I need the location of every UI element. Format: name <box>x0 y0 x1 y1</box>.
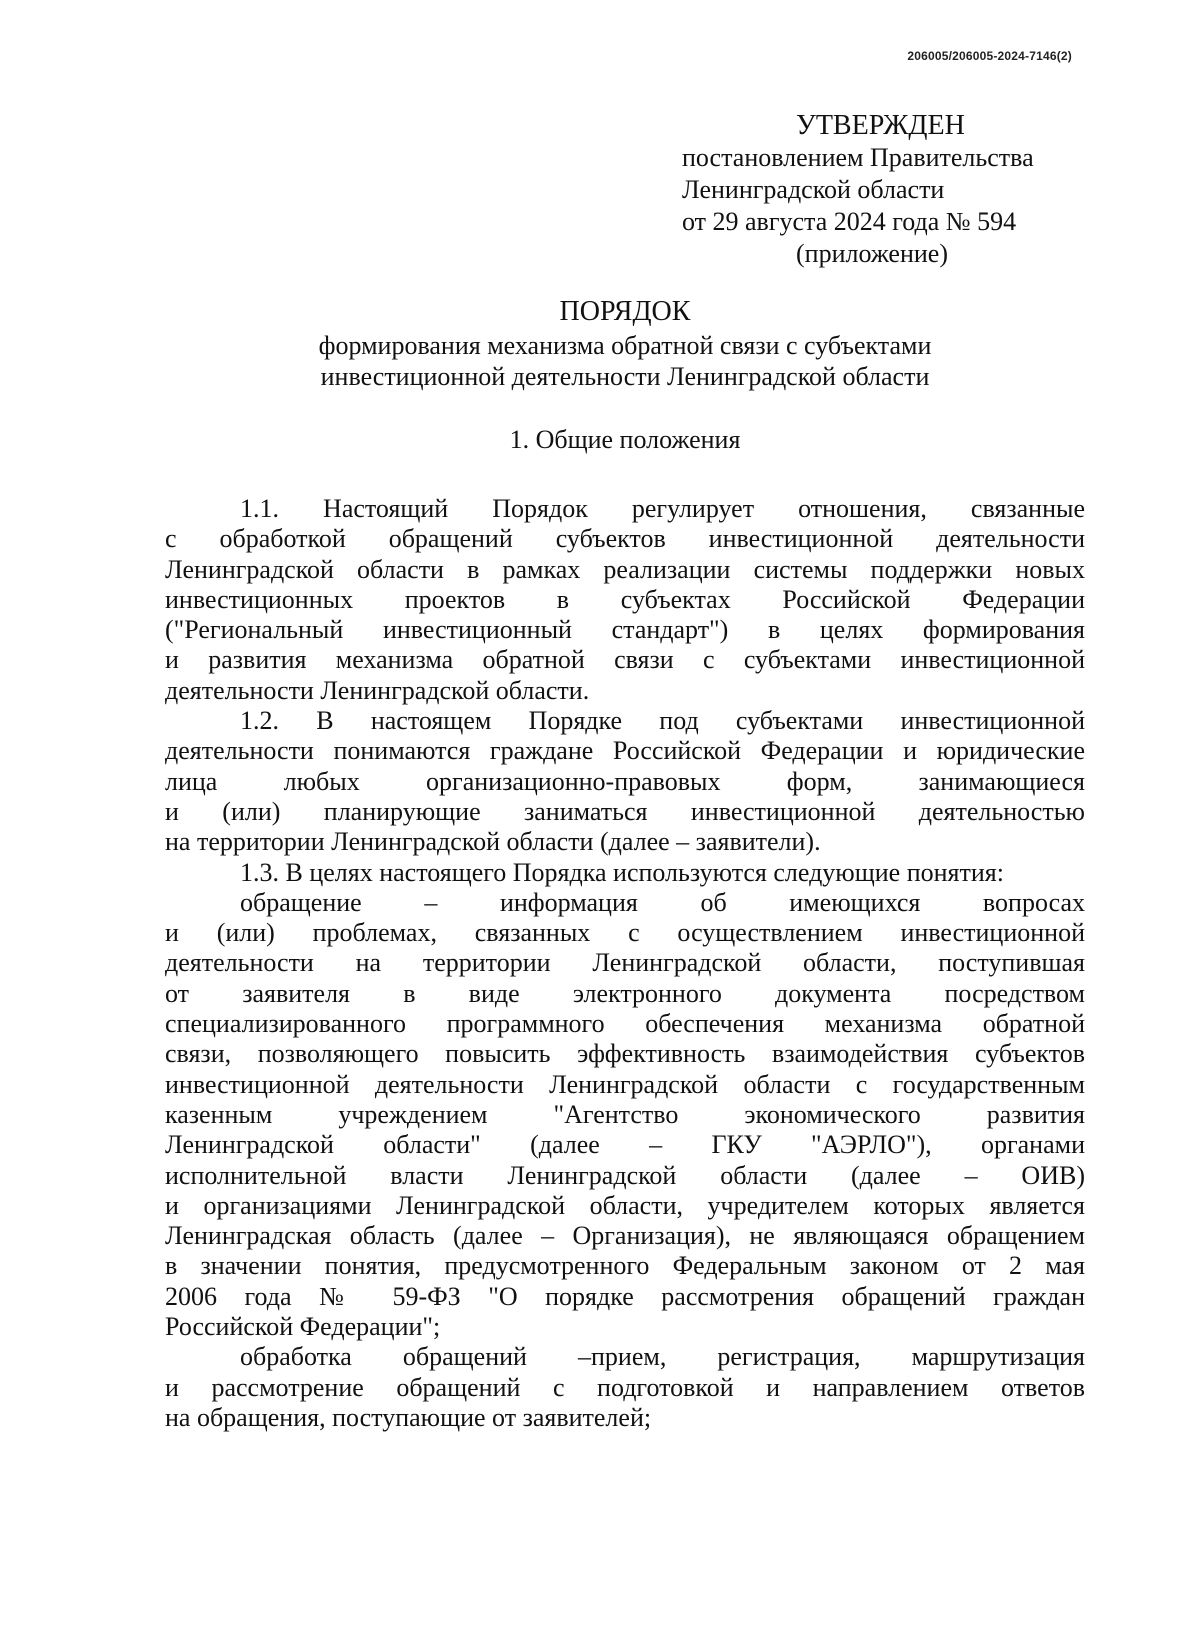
paragraph-1-1 <box>165 494 1085 706</box>
document-body <box>165 494 1085 1433</box>
text-line: и (или) проблемах, связанных с осуществлением инвестиционной <box>165 918 1085 948</box>
text-line: ("Региональный инвестиционный стандарт") в целях формирования <box>165 615 1085 645</box>
paragraph-appeal-definition <box>165 888 1085 1342</box>
text-line: от заявителя в виде электронного документа посредством <box>165 978 1085 1008</box>
text-line: 1.1. Настоящий Порядок регулирует отношения, связанные <box>240 494 1085 523</box>
text-line: Ленинградской области" (далее – ГКУ "АЭРЛО"), органами <box>165 1130 1085 1160</box>
approval-stamp-block <box>682 110 1102 270</box>
registration-number: 206005/206005-2024-7146(2) <box>907 49 1072 63</box>
text-line: исполнительной власти Ленинградской области (далее – ОИВ) <box>165 1160 1085 1190</box>
text-line: на обращения, поступающие от заявителей; <box>165 1402 652 1432</box>
text-line: 1.2. В настоящем Порядке под субъектами инвестиционной <box>240 706 1085 736</box>
approval-line-1: постановлением Правительства <box>682 143 1034 172</box>
paragraph-processing-definition <box>165 1342 1085 1433</box>
section-heading: 1. Общие положения <box>509 425 741 454</box>
text-line: обращение – информация об имеющихся вопросах <box>240 887 1085 917</box>
text-line: с обработкой обращений субъектов инвестиционной деятельности <box>165 524 1085 554</box>
document-subtitle-line-1: формирования механизма обратной связи с субъектами <box>318 331 932 360</box>
text-line: Ленинградской области в рамках реализации системы поддержки новых <box>165 554 1085 584</box>
document-heading <box>160 296 1090 392</box>
text-line: на территории Ленинградской области (далее – заявители). <box>165 827 821 857</box>
text-line: казенным учреждением "Агентство экономического развития <box>165 1099 1085 1129</box>
text-line: деятельности Ленинградской области. <box>165 675 590 705</box>
paragraph-1-2 <box>165 706 1085 857</box>
paragraph-1-3 <box>165 858 1085 888</box>
text-line: и (или) планирующие заниматься инвестиционной деятельностью <box>165 796 1085 826</box>
approval-line-3: от 29 августа 2024 года № 594 <box>682 207 1017 236</box>
text-line: Ленинградская область (далее – Организация), не являющаяся обращением <box>165 1221 1085 1251</box>
text-line: и развития механизма обратной связи с субъектами инвестиционной <box>165 645 1085 675</box>
approval-line-2: Ленинградской области <box>682 175 945 204</box>
text-line: и организациями Ленинградской области, учредителем которых является <box>165 1190 1085 1220</box>
text-line: инвестиционной деятельности Ленинградской области с государственным <box>165 1069 1085 1099</box>
text-line: и рассмотрение обращений с подготовкой и направлением ответов <box>165 1372 1085 1402</box>
text-line: деятельности понимаются граждане Российской Федерации и юридические <box>165 736 1085 766</box>
text-line: обработка обращений –прием, регистрация, маршрутизация <box>240 1342 1085 1372</box>
text-line: связи, позволяющего повысить эффективность взаимодействия субъектов <box>165 1039 1085 1069</box>
text-line: специализированного программного обеспечения механизма обратной <box>165 1009 1085 1039</box>
text-line: деятельности на территории Ленинградской области, поступившая <box>165 948 1085 978</box>
text-line: Российской Федерации"; <box>165 1312 441 1342</box>
text-line: в значении понятия, предусмотренного Федеральным законом от 2 мая <box>165 1251 1085 1281</box>
text-line: 2006 года № 59-ФЗ "О порядке рассмотрения обращений граждан <box>165 1281 1085 1311</box>
text-line: лица любых организационно-правовых форм, занимающиеся <box>165 766 1085 796</box>
text-line: 1.3. В целях настоящего Порядка используются следующие понятия: <box>240 857 1004 887</box>
text-line: инвестиционных проектов в субъектах Российской Федерации <box>165 584 1085 614</box>
approval-title: УТВЕРЖДЕН <box>796 110 965 141</box>
document-title: ПОРЯДОК <box>559 296 691 327</box>
document-subtitle-line-2: инвестиционной деятельности Ленинградской области <box>320 362 930 391</box>
approval-appendix: (приложение) <box>796 239 949 268</box>
